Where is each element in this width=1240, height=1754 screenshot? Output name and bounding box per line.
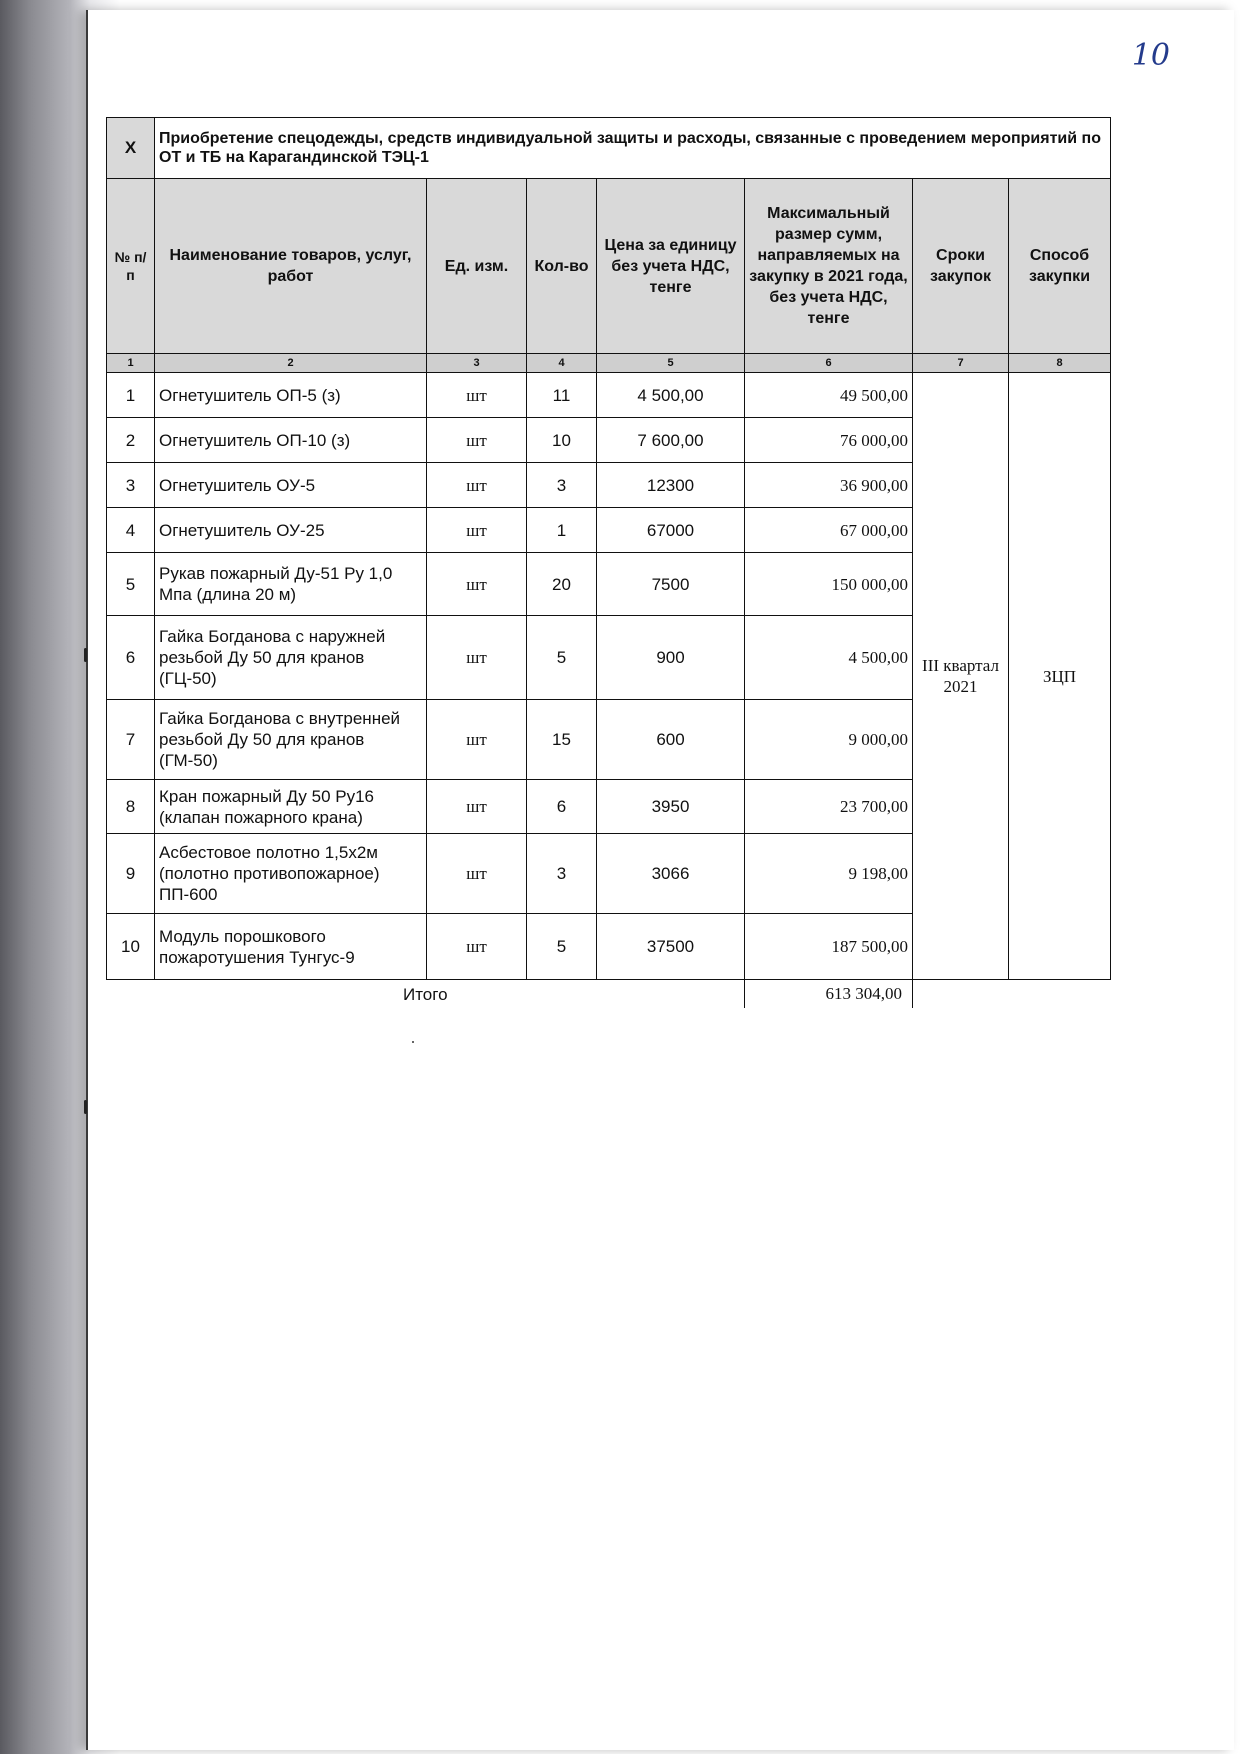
item-name: Асбестовое полотно 1,5х2м (полотно противопожарное) ПП-600: [155, 834, 427, 914]
item-unit: шт: [427, 914, 527, 980]
item-unit: шт: [427, 834, 527, 914]
section-header-row: [107, 118, 1111, 179]
row-number: 3: [107, 463, 155, 508]
section-code: X: [107, 118, 155, 179]
item-name: Огнетушитель ОП-5 (з): [155, 373, 427, 418]
row-number: 4: [107, 508, 155, 553]
item-name: Гайка Богданова с внутренней резьбой Ду 50 для кранов (ГМ-50): [155, 700, 427, 780]
col-number: 2: [155, 354, 427, 373]
total-row: [107, 980, 1111, 1009]
item-unit: шт: [427, 616, 527, 700]
row-number: 9: [107, 834, 155, 914]
table-row: [107, 373, 1111, 418]
item-qty: 10: [527, 418, 597, 463]
page-number: 10: [1131, 38, 1170, 73]
total-blank: [913, 980, 1111, 1009]
procurement-method: ЗЦП: [1009, 373, 1111, 980]
col-header-term: Сроки закупок: [913, 179, 1009, 354]
col-header-price: Цена за единицу без учета НДС, тенге: [597, 179, 745, 354]
procurement-table: [106, 117, 1111, 1008]
col-header-qty: Кол-во: [527, 179, 597, 354]
item-unit: шт: [427, 418, 527, 463]
scan-speck: [412, 1041, 414, 1043]
item-unit: шт: [427, 373, 527, 418]
row-number: 8: [107, 780, 155, 834]
item-total: 150 000,00: [745, 553, 913, 616]
item-price: 7 600,00: [597, 418, 745, 463]
item-price: 900: [597, 616, 745, 700]
item-price: 3066: [597, 834, 745, 914]
item-unit: шт: [427, 700, 527, 780]
procurement-term: III квартал 2021: [913, 373, 1009, 980]
item-unit: шт: [427, 553, 527, 616]
item-unit: шт: [427, 780, 527, 834]
item-total: 36 900,00: [745, 463, 913, 508]
item-price: 67000: [597, 508, 745, 553]
item-name: Огнетушитель ОУ-25: [155, 508, 427, 553]
item-name: Кран пожарный Ду 50 Ру16 (клапан пожарного крана): [155, 780, 427, 834]
col-header-method: Способ закупки: [1009, 179, 1111, 354]
item-total: 49 500,00: [745, 373, 913, 418]
row-number: 2: [107, 418, 155, 463]
item-total: 23 700,00: [745, 780, 913, 834]
col-number: 5: [597, 354, 745, 373]
item-qty: 5: [527, 914, 597, 980]
row-number: 5: [107, 553, 155, 616]
col-number: 1: [107, 354, 155, 373]
col-number: 7: [913, 354, 1009, 373]
item-total: 67 000,00: [745, 508, 913, 553]
col-number: 8: [1009, 354, 1111, 373]
section-title: Приобретение спецодежды, средств индивидуальной защиты и расходы, связанные с проведением мероприятий по ОТ и ТБ на Карагандинской ТЭЦ-1: [155, 118, 1111, 179]
binding-mark: [84, 1100, 87, 1114]
row-number: 6: [107, 616, 155, 700]
item-qty: 1: [527, 508, 597, 553]
item-price: 12300: [597, 463, 745, 508]
item-total: 4 500,00: [745, 616, 913, 700]
item-total: 9 198,00: [745, 834, 913, 914]
item-total: 76 000,00: [745, 418, 913, 463]
item-name: Рукав пожарный Ду-51 Ру 1,0 Мпа (длина 20 м): [155, 553, 427, 616]
item-price: 37500: [597, 914, 745, 980]
item-qty: 6: [527, 780, 597, 834]
item-qty: 3: [527, 834, 597, 914]
item-price: 7500: [597, 553, 745, 616]
col-header-max-sum: Максимальный размер сумм, направляемых на закупку в 2021 года, без учета НДС, тенге: [745, 179, 913, 354]
col-header-no: № п/п: [107, 179, 155, 354]
col-header-unit: Ед. изм.: [427, 179, 527, 354]
item-name: Модуль порошкового пожаротушения Тунгус-9: [155, 914, 427, 980]
column-header-row: [107, 179, 1111, 354]
row-number: 7: [107, 700, 155, 780]
item-qty: 3: [527, 463, 597, 508]
item-price: 4 500,00: [597, 373, 745, 418]
col-header-name: Наименование товаров, услуг, работ: [155, 179, 427, 354]
row-number: 10: [107, 914, 155, 980]
item-qty: 11: [527, 373, 597, 418]
item-qty: 15: [527, 700, 597, 780]
col-number: 6: [745, 354, 913, 373]
column-number-row: [107, 354, 1111, 373]
item-name: Огнетушитель ОУ-5: [155, 463, 427, 508]
item-unit: шт: [427, 508, 527, 553]
item-name: Огнетушитель ОП-10 (з): [155, 418, 427, 463]
total-label: Итого: [402, 985, 448, 1004]
item-total: 187 500,00: [745, 914, 913, 980]
item-price: 600: [597, 700, 745, 780]
total-value: 613 304,00: [745, 980, 913, 1009]
row-number: 1: [107, 373, 155, 418]
item-unit: шт: [427, 463, 527, 508]
item-price: 3950: [597, 780, 745, 834]
item-qty: 5: [527, 616, 597, 700]
item-total: 9 000,00: [745, 700, 913, 780]
col-number: 4: [527, 354, 597, 373]
col-number: 3: [427, 354, 527, 373]
binding-mark: [84, 648, 87, 662]
item-qty: 20: [527, 553, 597, 616]
item-name: Гайка Богданова с наружней резьбой Ду 50 для кранов (ГЦ-50): [155, 616, 427, 700]
